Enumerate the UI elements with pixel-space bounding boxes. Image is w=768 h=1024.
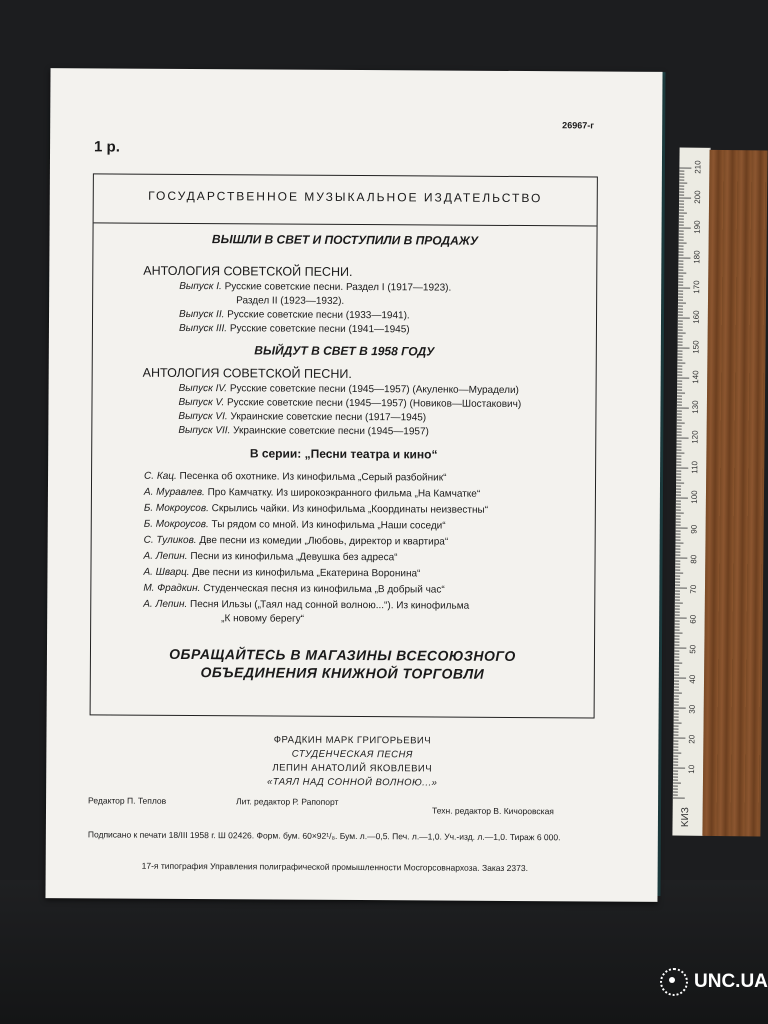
ruler-tick (676, 537, 681, 538)
ruler-tick (675, 546, 680, 547)
ruler-tick (674, 681, 679, 682)
ruler-tick (676, 519, 681, 520)
ruler-tick (673, 774, 678, 775)
ruler-number: 120 (690, 430, 700, 444)
ruler-tick (679, 192, 684, 193)
ruler-tick (678, 261, 683, 262)
series-heading: В серии: „Песни театра и кино“ (249, 446, 438, 462)
ruler-tick (679, 189, 684, 190)
ruler-tick (674, 690, 679, 691)
ruler-tick (675, 567, 680, 568)
ruler-tick (673, 768, 685, 769)
ruler-tick (674, 726, 679, 727)
ruler-number: 60 (688, 614, 698, 624)
list-item: Раздел II (1923—1932). (236, 295, 345, 307)
ruler-tick (678, 288, 690, 289)
print-info: Подписано к печати 18/III 1958 г. Ш 02426. Форм. бум. 60×92¹/₈. Бум. л.—0,5. Печ. л.—1,0. Уч.-изд. л.—1,0. Тираж 6 000. (87, 829, 561, 843)
ruler-tick (677, 387, 682, 388)
ruler-tick (675, 564, 680, 565)
ruler-number: 200 (693, 190, 703, 204)
ruler-tick (676, 459, 681, 460)
ruler-tick (677, 438, 689, 439)
ruler-tick (674, 720, 679, 721)
ruler-tick (678, 276, 683, 277)
ruler-tick (679, 186, 684, 187)
ruler-tick (678, 294, 683, 295)
ruler-tick (677, 390, 682, 391)
ruler-tick (679, 204, 684, 205)
ruler-tick (678, 336, 683, 337)
list-item: Выпуск II. Русские советские песни (1933—1941). (179, 308, 410, 322)
contact-line-1: ОБРАЩАЙТЕСЬ В МАГАЗИНЫ ВСЕСОЮЗНОГО (169, 645, 516, 664)
ruler-tick (673, 795, 678, 796)
ruler-tick (679, 216, 684, 217)
list-item: Б. Мокроусов. Ты рядом со мной. Из кинофильма „Наши соседи“ (143, 518, 446, 532)
ruler-tick (679, 180, 684, 181)
ruler-tick (678, 321, 683, 322)
ruler-tick (676, 489, 681, 490)
ruler-tick (674, 696, 679, 697)
ruler-tick (679, 222, 684, 223)
ruler-tick (677, 384, 682, 385)
ruler-tick (679, 240, 684, 241)
ruler-tick (677, 426, 682, 427)
list-item: Выпуск IV. Русские советские песни (1945—1957) (Акуленко—Мурадели) (178, 382, 519, 397)
ruler-tick (675, 585, 680, 586)
ruler-tick (677, 435, 682, 436)
ruler-tick (674, 729, 679, 730)
ruler-tick (678, 327, 683, 328)
ruler-tick (677, 396, 682, 397)
ruler-tick (677, 375, 682, 376)
list-item: А. Лепин. Песни из кинофильма „Девушка без адреса“ (143, 550, 398, 564)
ruler-tick (678, 267, 683, 268)
ruler-tick (677, 351, 682, 352)
price-label: 1 р. (94, 138, 120, 156)
ruler-tick (674, 711, 679, 712)
ruler-tick (675, 549, 680, 550)
ruler-tick (676, 495, 681, 496)
ruler-tick (673, 753, 681, 754)
ruler-tick (675, 609, 680, 610)
ruler-tick (673, 750, 678, 751)
ruler-tick (679, 219, 684, 220)
ruler-number: 170 (692, 280, 702, 294)
ruler-tick (679, 228, 691, 229)
ruler-tick (677, 366, 682, 367)
ruler-tick (677, 348, 689, 349)
ruler-tick (676, 510, 681, 511)
ruler-tick (676, 516, 681, 517)
ruler-tick (674, 669, 679, 670)
list-item: Выпуск I. Русские советские песни. Раздел I (1917—1923). (179, 280, 452, 294)
ruler-tick (674, 660, 679, 661)
ruler-tick (679, 231, 684, 232)
ruler-tick (675, 591, 680, 592)
ruler-tick (676, 486, 681, 487)
advertisement-box (90, 173, 598, 718)
catalog-code: 26967-г (562, 120, 595, 131)
ruler-tick (674, 672, 679, 673)
ruler-tick (677, 360, 682, 361)
ruler-tick (676, 474, 681, 475)
ruler-number: 50 (688, 644, 698, 654)
ruler-tick (675, 618, 687, 619)
ruler-tick (675, 615, 680, 616)
ruler-tick (678, 279, 683, 280)
ruler-tick (679, 249, 684, 250)
ruler-tick (677, 420, 682, 421)
ruler-tick (676, 450, 681, 451)
ruler-tick (675, 543, 683, 544)
credits-block (46, 732, 658, 792)
ruler-tick (679, 237, 684, 238)
ruler-tick (676, 534, 681, 535)
ruler-tick (676, 462, 681, 463)
ruler-tick (678, 333, 686, 334)
header-divider (94, 222, 597, 226)
ruler-tick (678, 312, 683, 313)
ruler-number: 10 (687, 764, 697, 774)
ruler-tick (678, 264, 683, 265)
ruler-tick (676, 471, 681, 472)
ruler-tick (679, 213, 687, 214)
ruler-number: 190 (692, 220, 702, 234)
ruler-tick (679, 207, 684, 208)
ruler-tick (677, 408, 689, 409)
ruler-tick (679, 198, 691, 199)
ruler-tick (674, 717, 679, 718)
ruler-tick (678, 330, 683, 331)
ruler-tick (677, 441, 682, 442)
ruler-tick (675, 582, 680, 583)
ruler-tick (673, 783, 681, 784)
ruler-tick (676, 528, 688, 529)
ruler-tick (674, 663, 682, 664)
ruler-tick (673, 732, 678, 733)
ruler-tick (679, 168, 691, 169)
ruler-number: 160 (691, 310, 701, 324)
list-item: А. Муравлев. Про Камчатку. Из широкоэкранного фильма „На Камчатке“ (143, 486, 481, 500)
ruler-tick (675, 627, 680, 628)
ruler-tick (678, 291, 683, 292)
ruler-tick (675, 576, 680, 577)
ruler-tick (675, 540, 680, 541)
ruler-number: 20 (687, 734, 697, 744)
ruler-number: 180 (692, 250, 702, 264)
ruler-tick (674, 705, 679, 706)
ruler-tick (678, 273, 686, 274)
upcoming-heading: ВЫЙДУТ В СВЕТ В 1958 ГОДУ (254, 343, 435, 359)
ruler-tick (673, 771, 678, 772)
ruler-label: KИЗ (679, 807, 692, 828)
ruler-tick (678, 282, 683, 283)
back-cover-page (45, 68, 662, 902)
ruler-tick (675, 588, 687, 589)
ruler-tick (673, 738, 685, 739)
list-item: А. Лепин. Песня Ильзы („Таял над сонной волною...“). Из кинофильма (143, 598, 470, 612)
ruler-tick (677, 363, 685, 364)
anthology-title-1: АНТОЛОГИЯ СОВЕТСКОЙ ПЕСНИ. (143, 263, 353, 279)
ruler-tick (676, 504, 681, 505)
ruler-tick (674, 657, 679, 658)
ruler-tick (679, 171, 684, 172)
ruler-tick (674, 684, 679, 685)
ruler-tick (676, 501, 681, 502)
ruler-tick (677, 354, 682, 355)
ruler-tick (678, 339, 683, 340)
ruler-tick (676, 468, 688, 469)
ruler-tick (677, 399, 682, 400)
ruler-tick (678, 306, 683, 307)
ruler-tick (675, 573, 683, 574)
ruler-number: 130 (690, 400, 700, 414)
tech-editor-credit: Техн. редактор В. Кичоровская (431, 805, 554, 817)
ruler-tick (675, 621, 680, 622)
ruler-tick (677, 393, 685, 394)
ruler-tick (673, 765, 678, 766)
ruler-tick (676, 513, 684, 514)
ruler-number: 70 (688, 584, 699, 594)
ruler-tick (679, 210, 684, 211)
ruler-tick (673, 789, 678, 790)
ruler-tick (678, 300, 683, 301)
watermark (660, 968, 768, 996)
ruler-tick (678, 342, 683, 343)
ruler-tick (677, 411, 682, 412)
ruler-tick (676, 477, 681, 478)
ruler-tick (674, 687, 679, 688)
ruler-tick (678, 318, 690, 319)
ruler-tick (675, 630, 680, 631)
ruler-tick (678, 297, 683, 298)
ruler-tick (673, 735, 678, 736)
song-title-1: СТУДЕНЧЕСКАЯ ПЕСНЯ (291, 748, 413, 761)
ruler-tick (676, 525, 681, 526)
ruler-tick (677, 429, 682, 430)
ruler-tick (677, 432, 682, 433)
ruler-number: 90 (689, 524, 699, 534)
ruler-tick (673, 777, 678, 778)
publisher-name: ГОСУДАРСТВЕННОЕ МУЗЫКАЛЬНОЕ ИЗДАТЕЛЬСТВО (148, 188, 543, 206)
ruler-tick (677, 372, 682, 373)
ruler-tick (674, 723, 682, 724)
list-item: Выпуск III. Русские советские песни (1941—1945) (178, 322, 410, 336)
ruler-number: 110 (690, 460, 700, 474)
list-item: Б. Мокроусов. Скрылись чайки. Из кинофильма „Координаты неизвестны“ (143, 502, 489, 516)
ruler-tick (675, 597, 680, 598)
ruler-tick (674, 678, 686, 679)
ruler-tick (675, 579, 680, 580)
ruler-tick (674, 699, 679, 700)
ruler-tick (675, 624, 680, 625)
ruler-tick (679, 246, 684, 247)
list-item: С. Кац. Песенка об охотнике. Из кинофильма „Серый разбойник“ (144, 470, 447, 484)
ruler-number: 80 (689, 554, 699, 564)
ruler-tick (678, 303, 686, 304)
ruler-tick (674, 654, 679, 655)
ruler-tick (676, 444, 681, 445)
anthology-title-2: АНТОЛОГИЯ СОВЕТСКОЙ ПЕСНИ. (142, 365, 352, 381)
ruler-tick (676, 492, 681, 493)
ruler-tick (674, 693, 682, 694)
ruler-tick (677, 357, 682, 358)
ruler (672, 148, 767, 837)
ruler-tick (678, 255, 683, 256)
ruler-number: 100 (689, 490, 700, 504)
ruler-tick (677, 381, 682, 382)
ruler-tick (674, 636, 679, 637)
ruler-tick (678, 285, 683, 286)
list-item: М. Фрадкин. Студенческая песня из кинофильма „В добрый час“ (143, 582, 445, 596)
ruler-tick (675, 570, 680, 571)
ruler-tick (676, 447, 681, 448)
ruler-tick (673, 741, 678, 742)
ruler-tick (679, 183, 687, 184)
ruler-tick (674, 642, 679, 643)
ruler-tick (674, 675, 679, 676)
watermark-text: UNC.UA (694, 971, 768, 992)
contact-line-2: ОБЪЕДИНЕНИЯ КНИЖНОЙ ТОРГОВЛИ (200, 664, 485, 682)
ruler-tick (674, 651, 679, 652)
ruler-tick (677, 369, 682, 370)
ruler-tick (675, 594, 680, 595)
ruler-tick (678, 315, 683, 316)
printer-info: 17-я типография Управления полиграфической промышленности Мосгорсовнархоза. Заказ 2373. (141, 860, 528, 874)
lit-editor-credit: Лит. редактор Р. Рапопорт (236, 796, 339, 807)
ruler-tick (679, 234, 684, 235)
ruler-tick (674, 714, 679, 715)
ruler-tick (675, 633, 683, 634)
ruler-tick (675, 555, 680, 556)
ruler-tick (675, 606, 680, 607)
ruler-tick (679, 243, 687, 244)
ruler-tick (673, 786, 678, 787)
ruler-number: 30 (687, 704, 697, 714)
ruler-tick (674, 666, 679, 667)
ruler-tick (676, 483, 684, 484)
ruler-tick (673, 756, 678, 757)
ruler-tick (677, 402, 682, 403)
song-title-2: «ТАЯЛ НАД СОННОЙ ВОЛНОЮ...» (266, 776, 438, 789)
ruler-tick (676, 465, 681, 466)
ruler-number: 40 (687, 674, 698, 684)
ruler-tick (676, 453, 684, 454)
ruler-tick (673, 759, 678, 760)
ruler-tick (676, 498, 688, 499)
ruler-tick (677, 417, 682, 418)
ruler-tick (678, 270, 683, 271)
ruler-tick (678, 324, 683, 325)
list-item: Выпуск VI. Украинские советские песни (1917—1945) (178, 410, 427, 424)
ruler-tick (676, 522, 681, 523)
ruler-tick (676, 531, 681, 532)
ruler-tick (675, 603, 683, 604)
ruler-tick (676, 507, 681, 508)
ruler-tick (677, 405, 682, 406)
ruler-tick (675, 612, 680, 613)
ruler-tick (675, 561, 680, 562)
ruler-tick (674, 639, 679, 640)
ruler-tick (677, 414, 682, 415)
list-item: С. Туликов. Две песни из комедии „Любовь, директор и квартира“ (143, 534, 449, 548)
ruler-tick (679, 195, 684, 196)
composer-name-1: ФРАДКИН МАРК ГРИГОРЬЕВИЧ (273, 734, 432, 747)
ruler-tick (676, 456, 681, 457)
ruler-tick (675, 558, 687, 559)
ruler-tick (677, 378, 689, 379)
ruler-tick (673, 792, 678, 793)
ruler-number: 140 (691, 370, 701, 384)
list-item: „К новому берегу“ (221, 613, 305, 625)
ruler-tick (679, 225, 684, 226)
ruler-tick (673, 747, 678, 748)
ruler-tick (673, 744, 678, 745)
list-item: Выпуск V. Русские советские песни (1945—1957) (Новиков—Шостакович) (178, 396, 522, 411)
ruler-wood-body (702, 150, 767, 837)
ruler-tick (673, 798, 685, 799)
ruler-number: 150 (691, 340, 701, 354)
list-item: А. Шварц. Две песни из кинофильма „Екатерина Воронина“ (143, 566, 421, 580)
ruler-tick (678, 345, 683, 346)
ruler-tick (679, 174, 684, 175)
ruler-tick (678, 258, 690, 259)
ruler-tick (679, 177, 684, 178)
ruler-tick (675, 552, 680, 553)
ruler-tick (677, 423, 685, 424)
list-item: Выпуск VII. Украинские советские песни (1945—1957) (178, 424, 429, 438)
ruler-tick (675, 600, 680, 601)
ruler-tick (673, 780, 678, 781)
sun-logo-icon (660, 968, 688, 996)
ruler-tick (674, 645, 679, 646)
ruler-tick (679, 252, 684, 253)
ruler-tick (674, 648, 686, 649)
ruler-tick (676, 480, 681, 481)
ruler-tick (678, 309, 683, 310)
released-heading: ВЫШЛИ В СВЕТ И ПОСТУПИЛИ В ПРОДАЖУ (211, 232, 479, 248)
ruler-tick (674, 708, 686, 709)
ruler-tick (674, 702, 679, 703)
ruler-tick (679, 201, 684, 202)
ruler-number: 210 (693, 160, 703, 174)
ruler-tick (673, 762, 678, 763)
editor-credit: Редактор П. Теплов (88, 795, 167, 806)
composer-name-2: ЛЕПИН АНАТОЛИЙ ЯКОВЛЕВИЧ (272, 762, 433, 775)
